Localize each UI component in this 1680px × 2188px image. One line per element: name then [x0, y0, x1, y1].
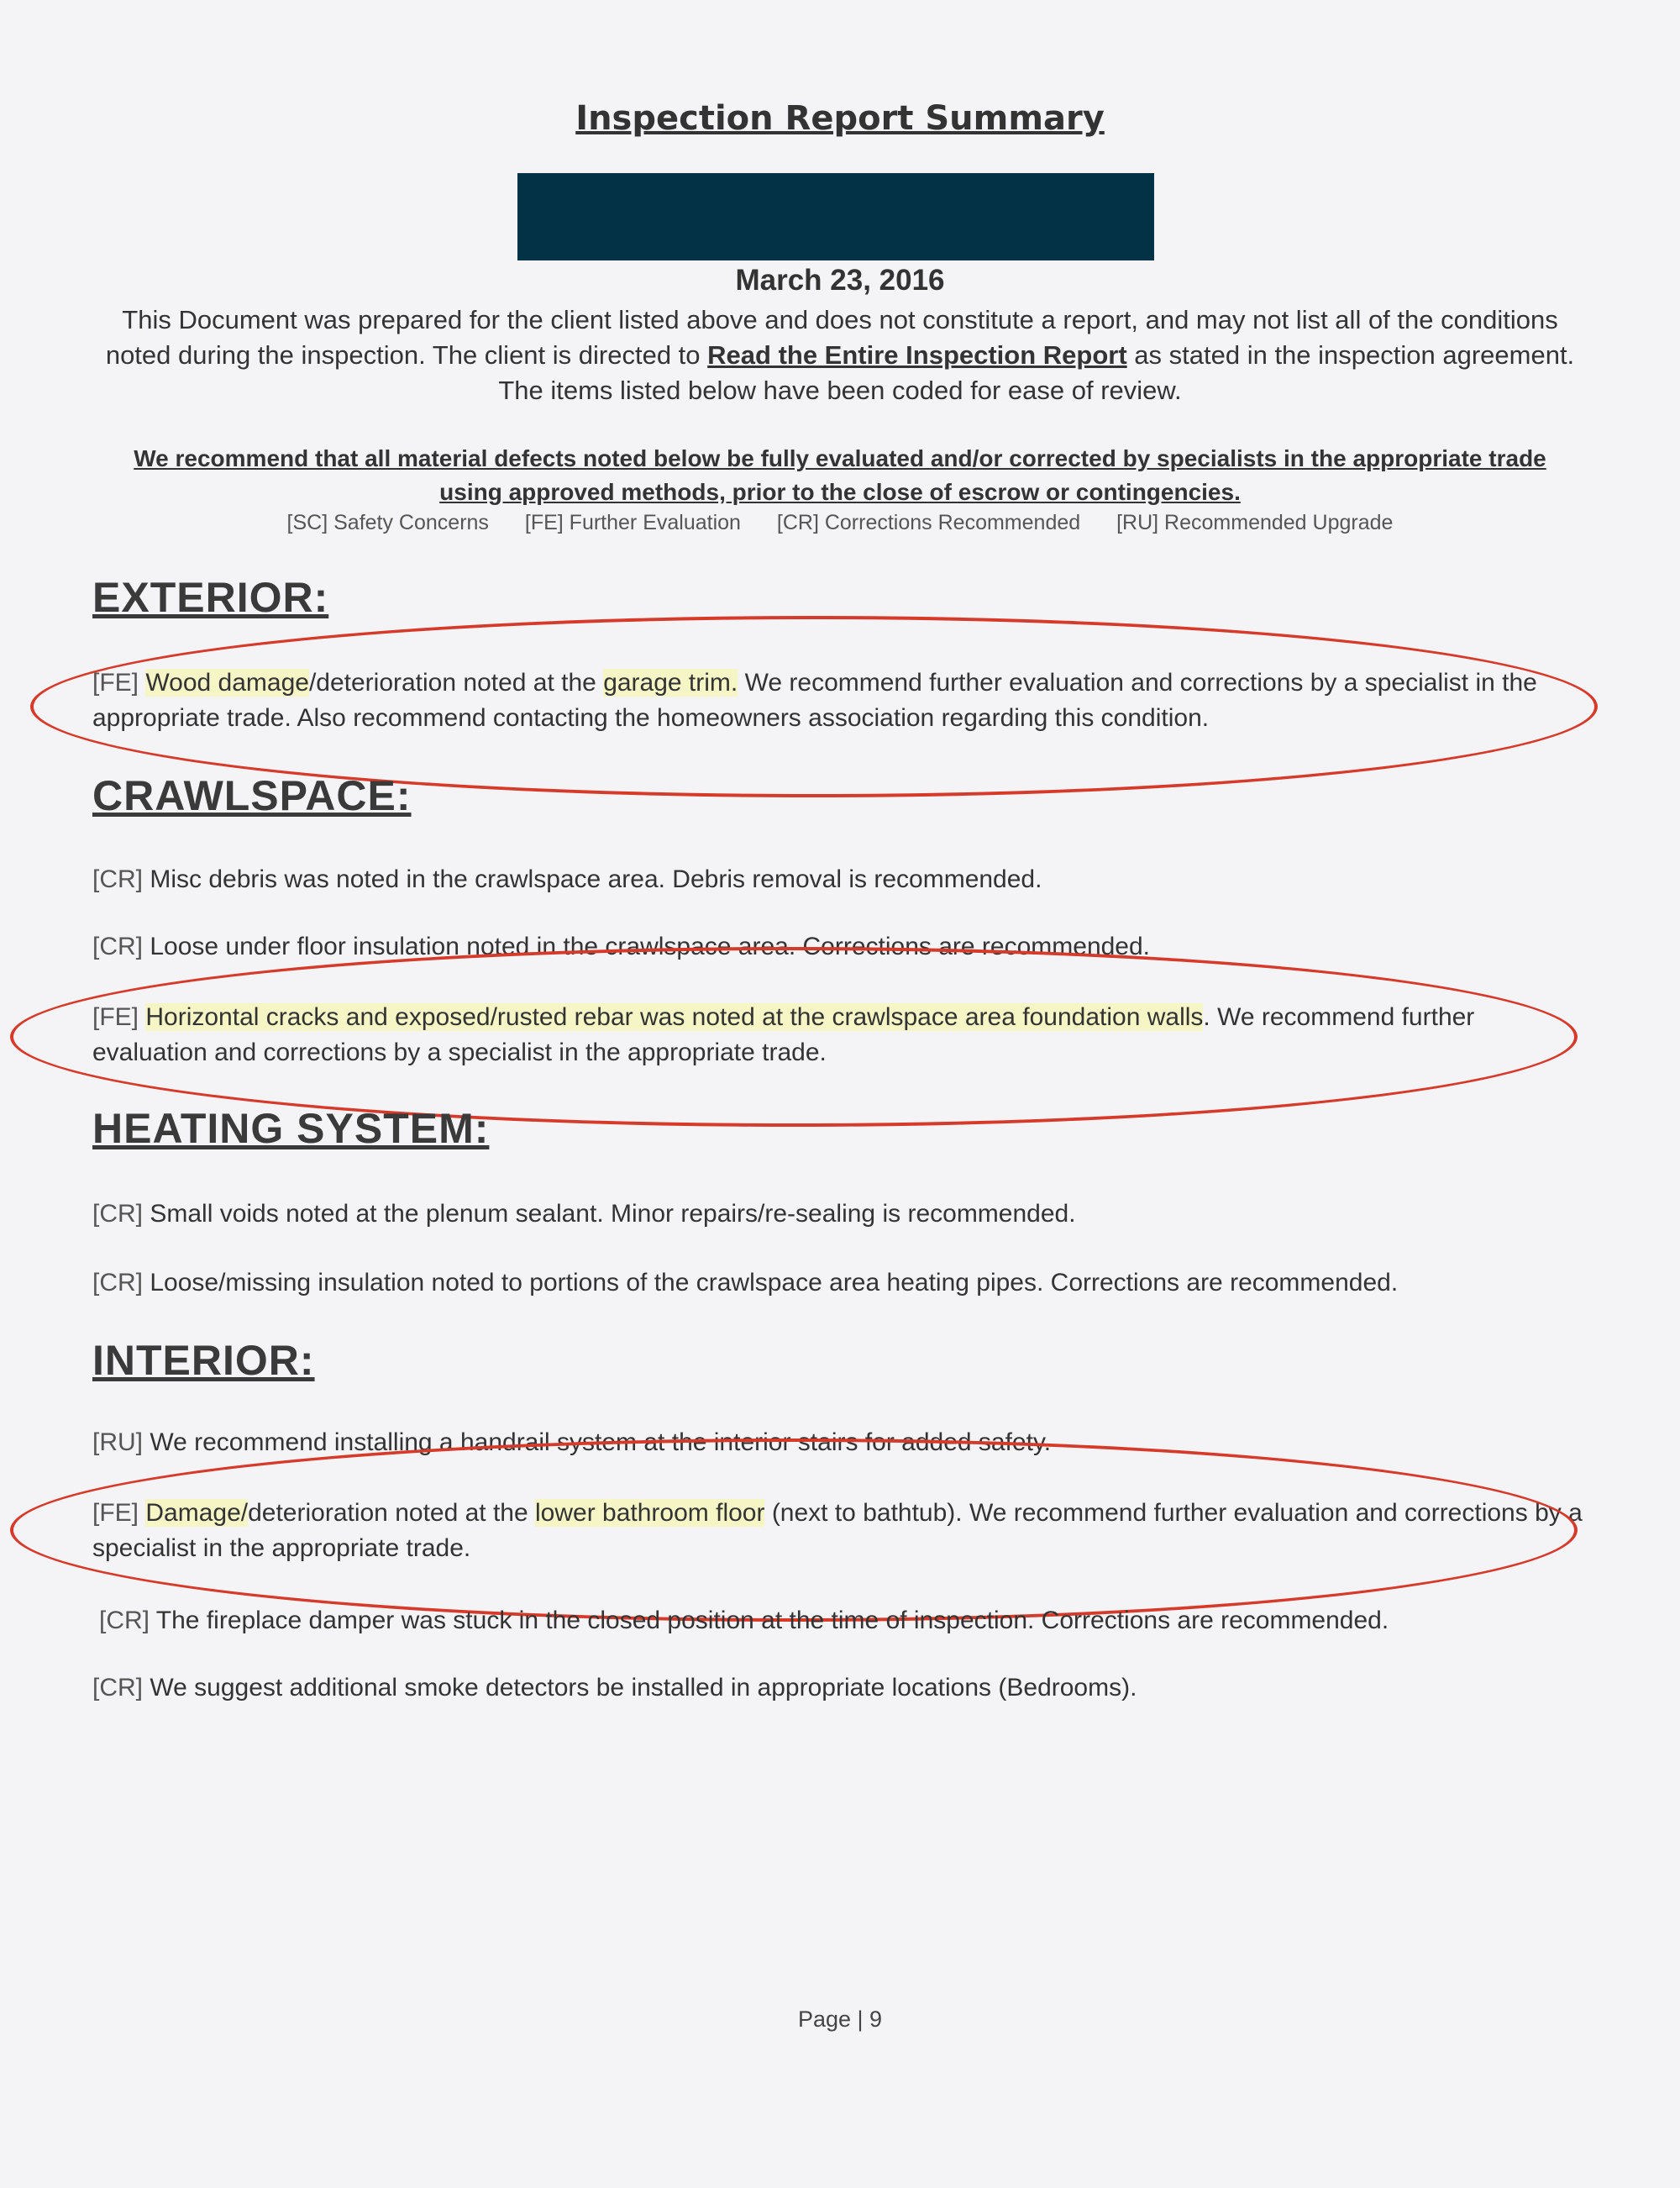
- item-code: [CR]: [99, 1607, 150, 1634]
- legend-further-evaluation: [FE] Further Evaluation: [524, 511, 741, 534]
- item-code: [FE]: [92, 1003, 139, 1031]
- item-text: The fireplace damper was stuck in the closed position at the time of inspection. Corrections are recommended.: [155, 1607, 1389, 1634]
- item-text: Small voids noted at the plenum sealant. Minor repairs/re-sealing is recommended.: [150, 1200, 1076, 1228]
- highlighted-text: Wood damage: [145, 669, 309, 697]
- code-legend: [0, 511, 1680, 535]
- annotation-circle-interior: [10, 1439, 1578, 1622]
- heating-item-1: [92, 1197, 1596, 1232]
- item-text: /deterioration noted at the: [308, 669, 604, 697]
- highlighted-text: Damage/: [145, 1499, 249, 1527]
- page-number: Page | 9: [797, 2007, 883, 2032]
- item-code: [CR]: [92, 1269, 143, 1296]
- section-heading-exterior: EXTERIOR:: [92, 574, 329, 621]
- crawlspace-item-1: [92, 862, 1596, 897]
- item-code: [CR]: [92, 933, 143, 960]
- section-heading-crawlspace: CRAWLSPACE:: [92, 772, 412, 819]
- intro-text-b: as stated in the inspection agreement. The items listed below have been coded for ease of review.: [498, 340, 1575, 405]
- item-code: [FE]: [92, 1499, 139, 1527]
- legend-upgrade: [RU] Recommended Upgrade: [1116, 511, 1394, 534]
- item-text: Loose/missing insulation noted to portions of the crawlspace area heating pipes. Corrections are recommended.: [143, 1269, 1399, 1296]
- highlighted-text: lower bathroom floor: [535, 1499, 765, 1527]
- annotation-circle-exterior: [30, 616, 1598, 797]
- legend-corrections: [CR] Corrections Recommended: [776, 511, 1081, 534]
- item-text: (next to bathtub). We recommend further evaluation and corrections by a specialist in the appropriate trade.: [92, 1499, 1583, 1562]
- report-title: Inspection Report Summary: [575, 99, 1105, 138]
- item-text: . We recommend further evaluation and corrections by a specialist in the appropriate trade.: [92, 1003, 1475, 1066]
- item-text: Misc debris was noted in the crawlspace area. Debris removal is recommended.: [143, 865, 1042, 893]
- item-code: [RU]: [92, 1428, 143, 1456]
- item-code: [CR]: [92, 865, 143, 893]
- item-code: [CR]: [92, 1200, 143, 1228]
- legend-safety: [SC] Safety Concerns: [286, 511, 489, 534]
- item-text: We suggest additional smoke detectors be installed in appropriate locations (Bedrooms).: [150, 1674, 1137, 1701]
- highlighted-text: garage trim.: [603, 669, 738, 697]
- recommendation-statement: We recommend that all material defects noted below be fully evaluated and/or corrected by specialists in the appropriate trade using approved methods, prior to the close of escrow or contingencies.: [134, 445, 1546, 505]
- item-text: Loose under floor insulation noted in the crawlspace area. Corrections are recommended.: [150, 933, 1151, 960]
- item-code: [CR]: [92, 1674, 143, 1701]
- redacted-client-block: [517, 173, 1154, 260]
- intro-text-a: This Document was prepared for the client listed above and does not constitute a report, and may not list all of the conditions noted during the inspection. The client is directed to: [105, 305, 1558, 370]
- annotation-circle-crawlspace: [10, 947, 1578, 1127]
- interior-item-4: [92, 1670, 1596, 1706]
- item-text: We recommend installing a handrail system at the interior stairs for added safety.: [150, 1428, 1052, 1456]
- item-code: [FE]: [92, 669, 139, 697]
- heating-item-2: [92, 1265, 1596, 1301]
- section-heading-interior: INTERIOR:: [92, 1337, 315, 1384]
- item-text: We recommend further evaluation and corrections by a specialist in the appropriate trade. Also recommend contacting the homeowners association regarding this condition.: [92, 669, 1537, 732]
- highlighted-text: Horizontal cracks and exposed/rusted rebar was noted at the crawlspace area foundation walls: [145, 1003, 1204, 1031]
- item-text: deterioration noted at the: [248, 1499, 536, 1527]
- intro-paragraph: [101, 302, 1579, 408]
- report-date: March 23, 2016: [735, 264, 945, 297]
- intro-emphasis: Read the Entire Inspection Report: [707, 340, 1127, 370]
- interior-item-3: [99, 1603, 1603, 1638]
- section-heading-heating: HEATING SYSTEM:: [92, 1105, 490, 1152]
